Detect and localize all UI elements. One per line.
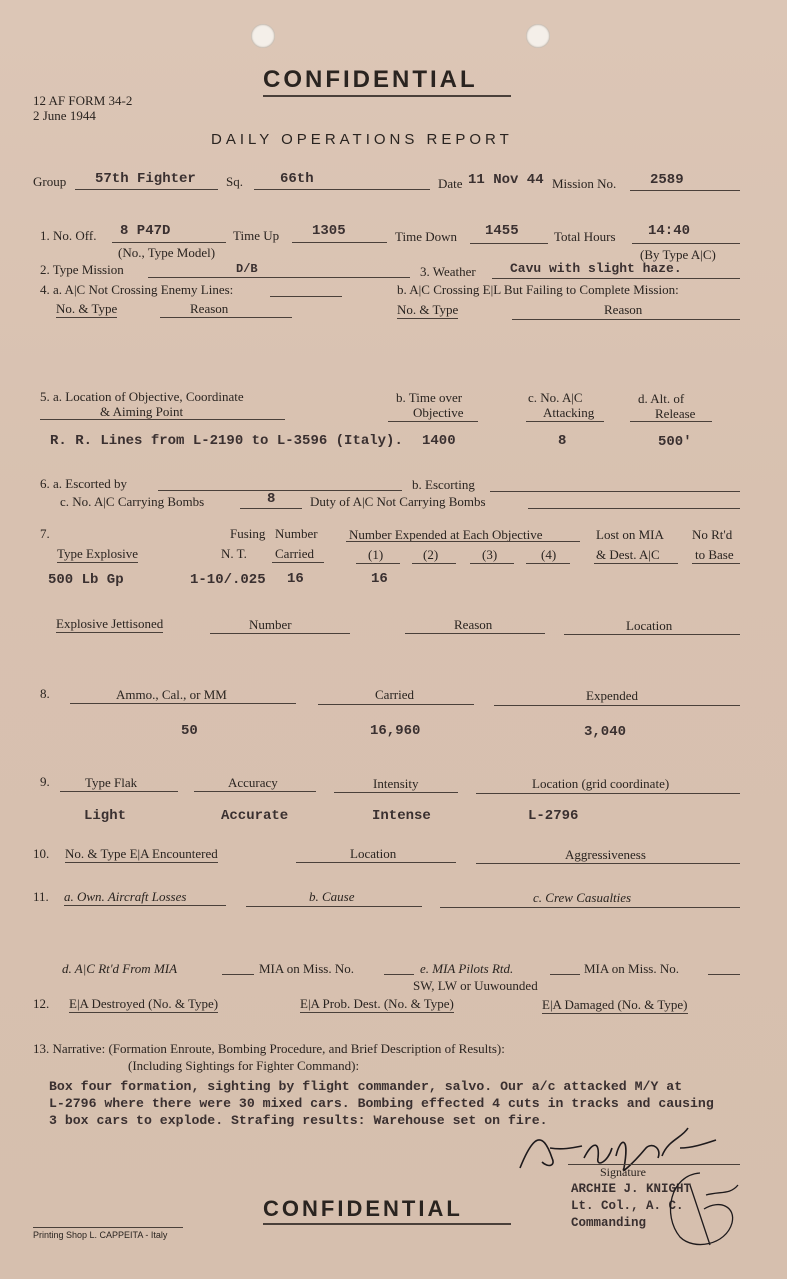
sq-value: 66th bbox=[280, 171, 314, 187]
report-title: DAILY OPERATIONS REPORT bbox=[211, 131, 513, 148]
objective-location-value: R. R. Lines from L-2190 to L-3596 (Italy). bbox=[50, 433, 403, 449]
crew-casualties-label: c. Crew Casualties bbox=[533, 890, 632, 905]
type-explosive-label: Type Explosive bbox=[57, 546, 139, 561]
item5a-label-2: & Aiming Point bbox=[100, 404, 184, 419]
no-off-value: 8 P47D bbox=[120, 223, 171, 239]
expended-header: Number Expended at Each Objective bbox=[349, 527, 543, 542]
type-mission-label: 2. Type Mission bbox=[40, 262, 124, 277]
obj-3-label: (3) bbox=[482, 547, 498, 562]
col-flak-type: Type Flak bbox=[85, 775, 138, 790]
time-over-value: 1400 bbox=[422, 433, 456, 449]
confidential-header: CONFIDENTIAL bbox=[263, 66, 478, 93]
lost-label-2: & Dest. A|C bbox=[596, 547, 660, 562]
narrative-label: 13. Narrative: (Formation Enroute, Bombing Procedure, and Brief Description of Results): bbox=[33, 1041, 505, 1056]
item4a-label: 4. a. A|C Not Crossing Enemy Lines: bbox=[40, 282, 234, 297]
item12-label: 12. bbox=[33, 996, 50, 1011]
flak-location-value: L-2796 bbox=[528, 808, 579, 824]
initials-mark bbox=[660, 1165, 740, 1250]
fusing-label-1: Fusing bbox=[230, 526, 266, 541]
obj-1-label: (1) bbox=[368, 547, 384, 562]
time-down-value: 1455 bbox=[485, 223, 519, 239]
weather-label: 3. Weather bbox=[420, 264, 476, 279]
time-down-label: Time Down bbox=[395, 229, 458, 244]
col-ea-location: Location bbox=[350, 846, 397, 861]
jettison-label: Explosive Jettisoned bbox=[56, 616, 164, 631]
mia-pilots-label: e. MIA Pilots Rtd. bbox=[420, 961, 514, 976]
own-losses-label: a. Own. Aircraft Losses bbox=[64, 889, 187, 904]
item5d-label-2: Release bbox=[655, 406, 696, 421]
wounded-note: SW, LW or Uuwounded bbox=[413, 978, 538, 993]
item9-label: 9. bbox=[40, 774, 50, 789]
item6a-label: 6. a. Escorted by bbox=[40, 476, 128, 491]
col-accuracy: Accuracy bbox=[228, 775, 278, 790]
type-model-note: (No., Type Model) bbox=[118, 245, 216, 260]
jettison-reason: Reason bbox=[454, 617, 493, 632]
col-aggressiveness: Aggressiveness bbox=[565, 847, 646, 862]
nort-label-2: to Base bbox=[695, 547, 734, 562]
signer-role: Commanding bbox=[571, 1216, 647, 1230]
narrative-sub: (Including Sightings for Fighter Command): bbox=[128, 1058, 360, 1073]
sq-label: Sq. bbox=[226, 174, 243, 189]
fusing-label-2: N. T. bbox=[221, 546, 247, 561]
time-up-label: Time Up bbox=[233, 228, 280, 243]
attacking-value: 8 bbox=[558, 433, 567, 449]
group-value: 57th Fighter bbox=[95, 171, 196, 187]
col-reason-1: Reason bbox=[190, 301, 229, 316]
signature-label: Signature bbox=[600, 1165, 646, 1179]
item5d-label-1: d. Alt. of bbox=[638, 391, 685, 406]
signer-name: ARCHIE J. KNIGHT bbox=[571, 1182, 692, 1196]
col-no-type-2: No. & Type bbox=[397, 302, 459, 317]
item8-label: 8. bbox=[40, 686, 50, 701]
type-mission-value: D/B bbox=[236, 262, 258, 276]
number-label-2: Carried bbox=[275, 546, 314, 561]
by-type-note: (By Type A|C) bbox=[640, 247, 716, 262]
explosive-type-value: 500 Lb Gp bbox=[48, 572, 124, 588]
narrative-line-3: 3 box cars to explode. Strafing results: Warehouse set on fire. bbox=[49, 1113, 548, 1128]
signer-rank: Lt. Col., A. C. bbox=[571, 1199, 684, 1213]
col-ea-encountered: No. & Type E|A Encountered bbox=[65, 846, 218, 861]
form-number: 12 AF FORM 34-2 bbox=[33, 93, 133, 108]
date-label: Date bbox=[438, 176, 463, 191]
punch-hole-left bbox=[251, 24, 275, 48]
item5a-label-1: 5. a. Location of Objective, Coordinate bbox=[40, 389, 244, 404]
carried-value: 16 bbox=[287, 571, 304, 587]
item7-label: 7. bbox=[40, 526, 50, 541]
col-carried: Carried bbox=[375, 687, 414, 702]
ea-prob-label: E|A Prob. Dest. (No. & Type) bbox=[300, 996, 454, 1011]
obj-4-label: (4) bbox=[541, 547, 557, 562]
group-label: Group bbox=[33, 174, 67, 189]
date-value: 11 Nov 44 bbox=[468, 172, 544, 188]
expended-ammo-value: 3,040 bbox=[584, 724, 627, 740]
ea-destroyed-label: E|A Destroyed (No. & Type) bbox=[69, 996, 219, 1011]
item10-label: 10. bbox=[33, 846, 50, 861]
item6b-label: b. Escorting bbox=[412, 477, 475, 492]
release-alt-value: 500' bbox=[658, 434, 692, 450]
nort-label-1: No Rt'd bbox=[692, 527, 733, 542]
item5b-label-2: Objective bbox=[413, 405, 464, 420]
mia-pilots-miss-label: MIA on Miss. No. bbox=[584, 961, 679, 976]
jettison-number: Number bbox=[249, 617, 292, 632]
col-ammo: Ammo., Cal., or MM bbox=[116, 687, 227, 702]
flak-accuracy-value: Accurate bbox=[221, 808, 289, 824]
item11-label: 11. bbox=[33, 889, 49, 904]
lost-label-1: Lost on MIA bbox=[596, 527, 664, 542]
obj-2-label: (2) bbox=[423, 547, 439, 562]
weather-value: Cavu with slight haze. bbox=[510, 261, 682, 276]
number-label-1: Number bbox=[275, 526, 318, 541]
col-no-type-1: No. & Type bbox=[56, 301, 118, 316]
ac-rtd-label: d. A|C Rt'd From MIA bbox=[62, 961, 178, 976]
mission-value: 2589 bbox=[650, 172, 684, 188]
col-expended: Expended bbox=[586, 688, 638, 703]
carrying-bombs-value: 8 bbox=[267, 491, 276, 507]
mission-label: Mission No. bbox=[552, 176, 617, 191]
printer-note: Printing Shop L. CAPPEITA - Italy bbox=[33, 1230, 168, 1240]
item4b-label: b. A|C Crossing E|L But Failing to Complete Mission: bbox=[397, 282, 679, 297]
narrative-line-2: L-2796 where there were 30 mixed cars. Bombing effected 4 cuts in tracks and causing bbox=[49, 1096, 714, 1111]
item5c-label-1: c. No. A|C bbox=[528, 390, 583, 405]
confidential-footer: CONFIDENTIAL bbox=[263, 1196, 463, 1221]
cause-label: b. Cause bbox=[309, 889, 355, 904]
item1-label: 1. No. Off. bbox=[40, 228, 97, 243]
item5c-label-2: Attacking bbox=[543, 405, 595, 420]
form-date: 2 June 1944 bbox=[33, 108, 96, 123]
punch-hole-right bbox=[526, 24, 550, 48]
col-flak-location: Location (grid coordinate) bbox=[532, 776, 670, 791]
ea-damaged-label: E|A Damaged (No. & Type) bbox=[542, 997, 688, 1012]
narrative-line-1: Box four formation, sighting by flight commander, salvo. Our a/c attacked M/Y at bbox=[49, 1079, 683, 1094]
flak-intensity-value: Intense bbox=[372, 808, 431, 824]
total-hours-label: Total Hours bbox=[554, 229, 616, 244]
jettison-location: Location bbox=[626, 618, 673, 633]
total-hours-value: 14:40 bbox=[648, 223, 691, 239]
col-intensity: Intensity bbox=[373, 776, 419, 791]
item6c-label: c. No. A|C Carrying Bombs bbox=[60, 494, 205, 509]
col-reason-2: Reason bbox=[604, 302, 643, 317]
carried-ammo-value: 16,960 bbox=[370, 723, 421, 739]
ammo-value: 50 bbox=[181, 723, 198, 739]
item5b-label-1: b. Time over bbox=[396, 390, 463, 405]
ac-rtd-miss-label: MIA on Miss. No. bbox=[259, 961, 354, 976]
time-up-value: 1305 bbox=[312, 223, 346, 239]
fusing-value: 1-10/.025 bbox=[190, 572, 266, 588]
duty-label: Duty of A|C Not Carrying Bombs bbox=[310, 494, 486, 509]
flak-type-value: Light bbox=[84, 808, 127, 824]
obj1-value: 16 bbox=[371, 571, 388, 587]
